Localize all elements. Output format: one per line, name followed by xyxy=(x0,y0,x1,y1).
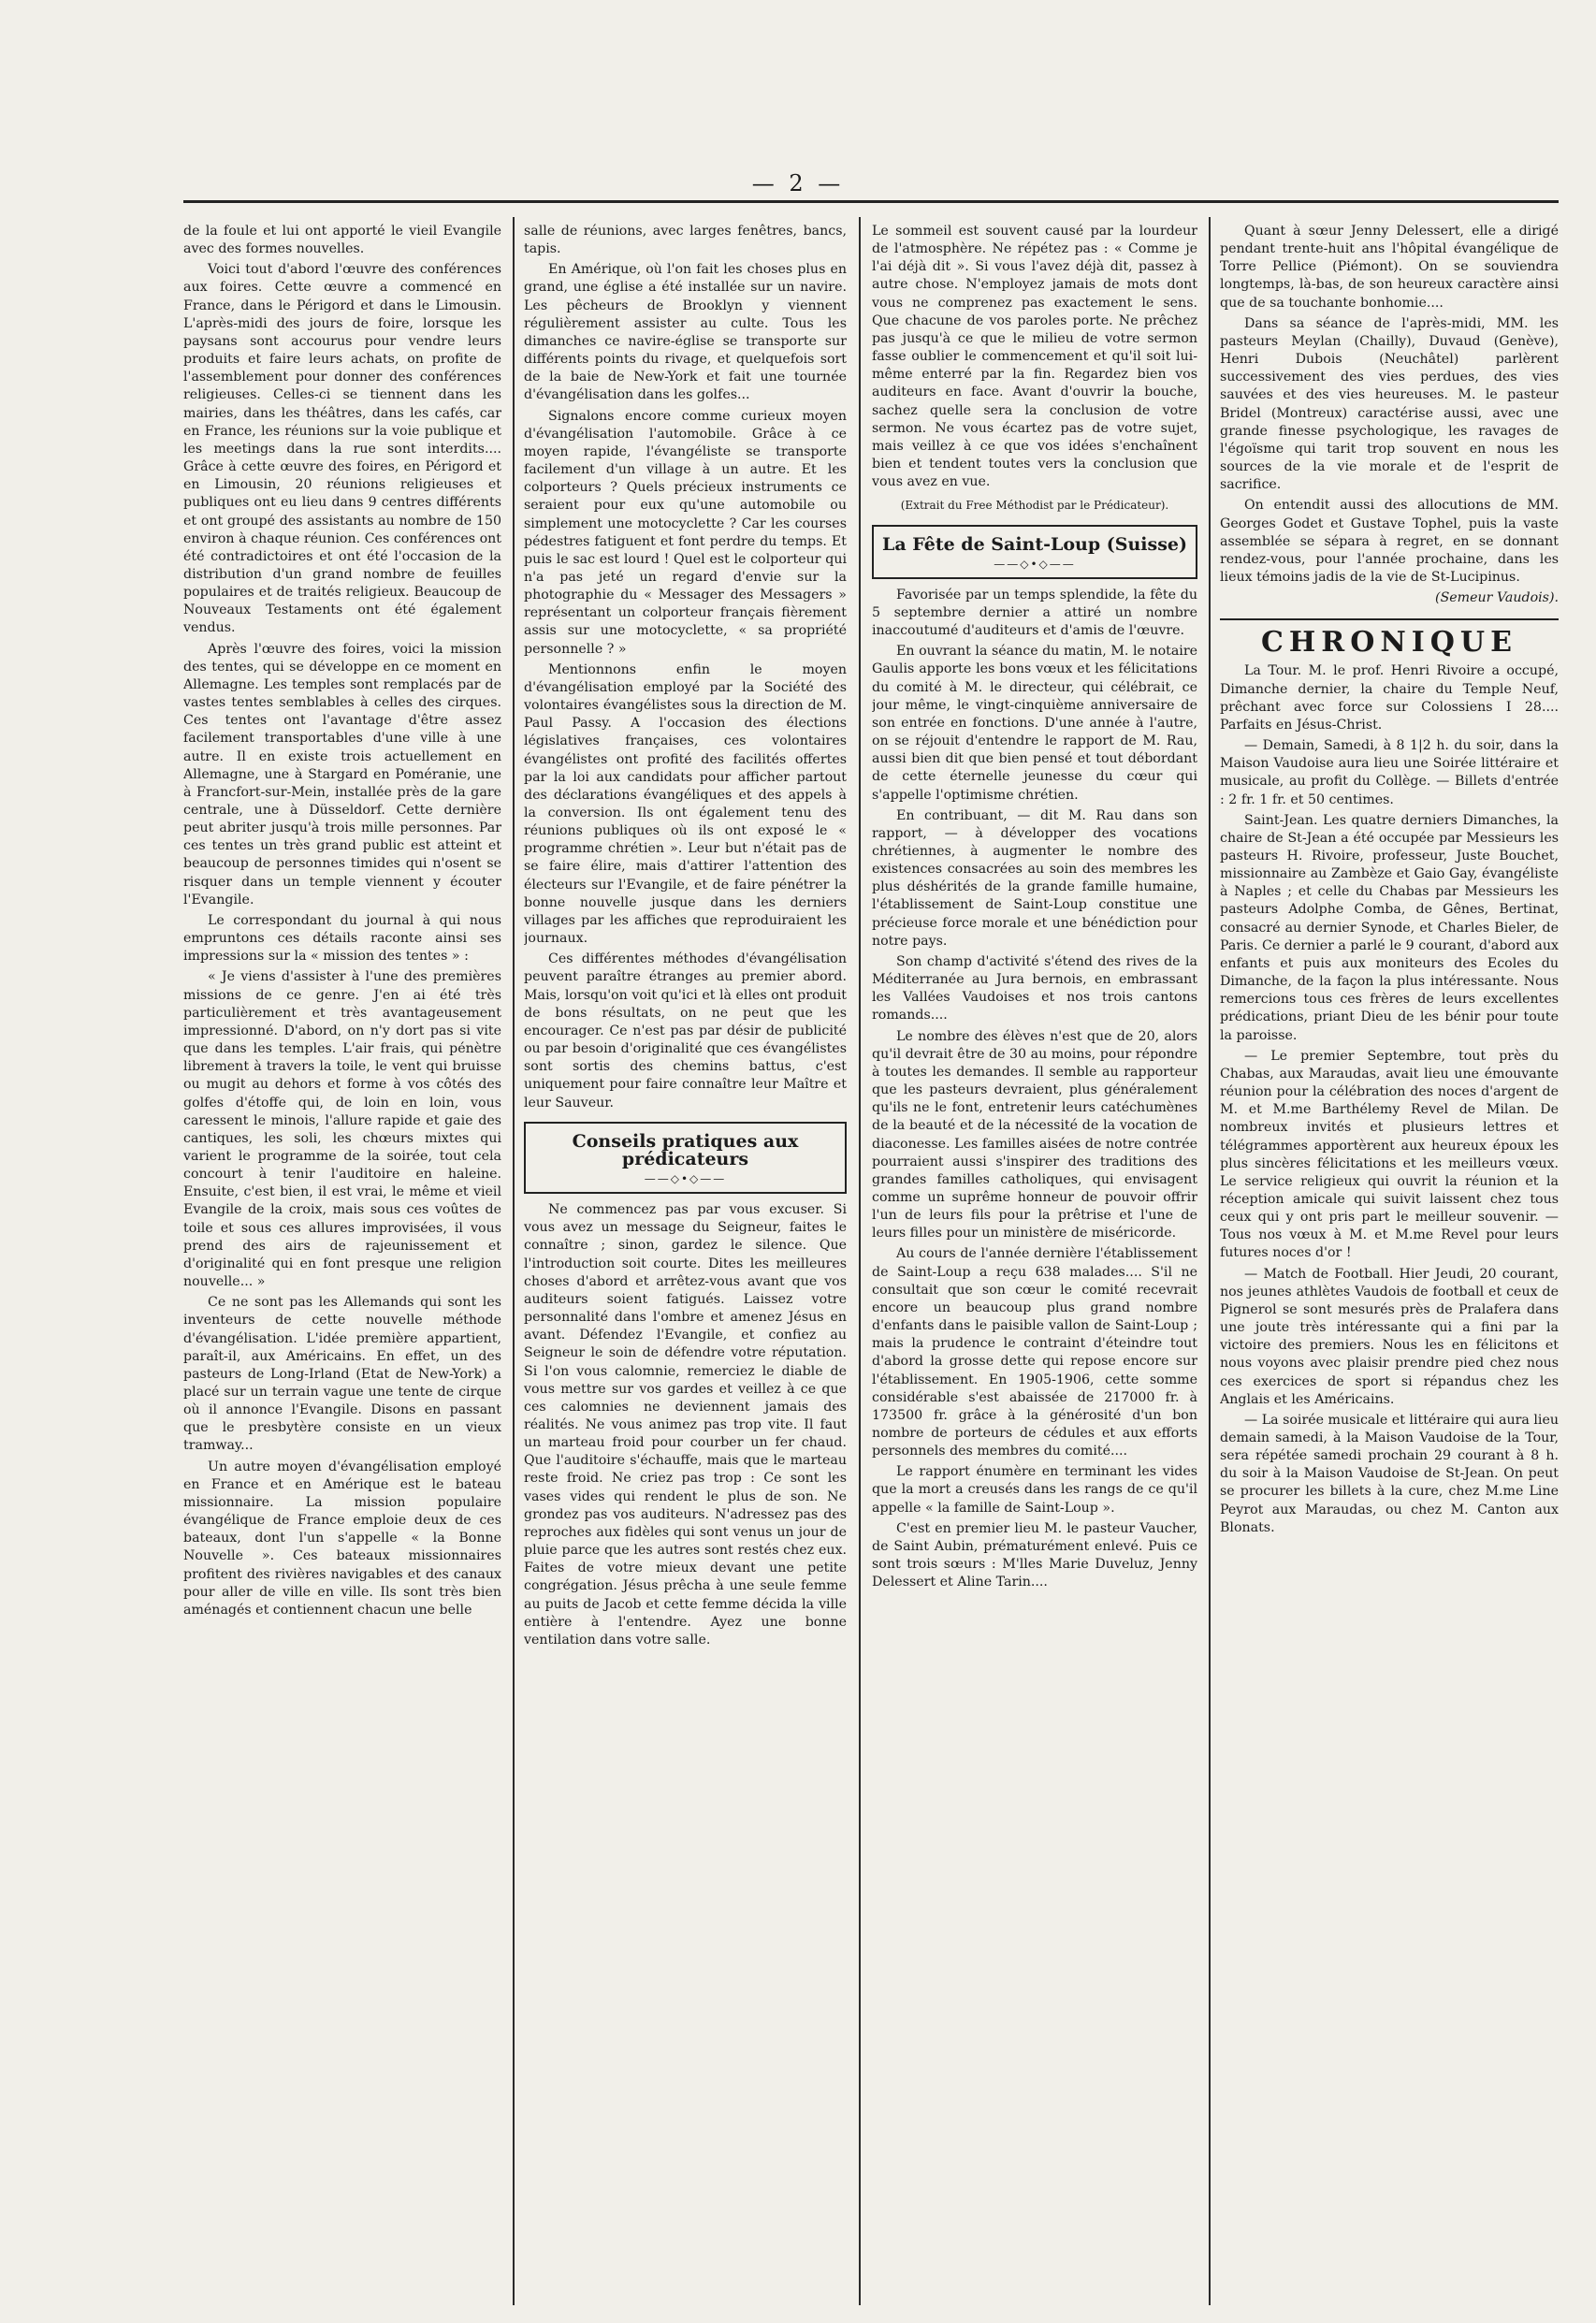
column-3 xyxy=(872,223,1197,2304)
paragraph: — Demain, Samedi, à 8 1|2 h. du soir, dans la Maison Vaudoise aura lieu une Soirée littéraire et musicale, au profit du Collège. — Billets d'entrée : 2 fr. 1 fr. et 50 centimes. xyxy=(1220,738,1559,807)
column-divider xyxy=(859,217,861,2305)
paragraph: Le correspondant du journal à qui nous empruntons ces détails raconte ainsi ses impressions sur la « mission des tentes » : xyxy=(183,912,501,965)
paragraph: Saint-Jean. Les quatre derniers Dimanches, la chaire de St-Jean a été occupée par Messieurs les pasteurs H. Rivoire, professeur, Juste Bouchet, missionnaire au Zambèze et Gaio Gay, évangéliste à Naples ; et celle du Chabas par Messieurs les pasteurs Adolphe Comba, de Gênes, Bertinat, consacré au dernier Synode, et Charles Bieler, de Paris. Ce dernier a parlé le 9 courant, d'abord aux enfants et puis aux moniteurs des Ecoles du Dimanche, de la façon la plus intéressante. Nous remercions tous ces frères de leurs excellentes prédications, priant Dieu de les bénir pour toute la paroisse. xyxy=(1220,812,1559,1043)
ornament-icon: ——◇•◇—— xyxy=(644,1171,727,1185)
article-heading-text: Conseils pratiques aux prédicateurs xyxy=(572,1130,799,1169)
paragraph: C'est en premier lieu M. le pasteur Vaucher, de Saint Aubin, prématurément enlevé. Puis ce sont trois sœurs : M'lles Marie Duveluz, Jenny Delessert et Aline Tarin.... xyxy=(872,1520,1197,1590)
paragraph: Un autre moyen d'évangélisation employé en France et en Amérique est le bateau missionnaire. La mission populaire évangélique de France emploie deux de ces bateaux, dont l'un s'appelle « la Bonne Nouvelle ». Ces bateaux missionnaires profitent des rivières navigables et des canaux pour aller de ville en ville. Ils sont très bien aménagés et contiennent chacun une belle xyxy=(183,1459,501,1618)
paragraph: Mentionnons enfin le moyen d'évangélisation employé par la Société des volontaires évangélistes sous la direction de M. Paul Passy. A l'occasion des élections législatives françaises, ces volontaires évangélistes ont profité des facilités offertes par la loi aux candidats pour afficher partout des déclarations évangéliques et des appels à la conversion. Ils ont également tenu des réunions publiques où ils ont exposé le « programme chrétien ». Leur but n'était pas de se faire élire, mais d'attirer l'attention des électeurs sur l'Evangile, et de faire pénétrer la bonne nouvelle jusque dans les derniers villages par les affiches que reproduiraient les journaux. xyxy=(524,661,847,947)
paragraph: Ces différentes méthodes d'évangélisation peuvent paraître étranges au premier abord. Mais, lorsqu'on voit qu'ici et là elles ont produit de bons résultats, on ne peut que les encourager. Ce n'est pas par désir de publicité ou par besoin d'originalité que ces évangélistes sont sortis des chemins battus, c'est uniquement pour faire connaître leur Maître et leur Sauveur. xyxy=(524,951,847,1111)
paragraph: Voici tout d'abord l'œuvre des conférences aux foires. Cette œuvre a commencé en France, dans le Périgord et dans le Limousin. L'après-midi des jours de foire, lorsque les paysans sont accourus pour vendre leurs produits et faire leurs achats, on profite de l'assemblement pour donner des conférences religieuses. Celles-ci se tiennent dans les mairies, dans les théâtres, dans les cafés, car en France, les réunions sur la voie publique et les meetings dans la rue sont interdits.... Grâce à cette œuvre des foires, en Périgord et en Limousin, 20 réunions religieuses et publiques ont eu lieu dans 9 centres différents et ont groupé des assistants au nombre de 150 environ à chaque réunion. Ces conférences ont été contradictoires et ont été l'occasion de la distribution d'un grand nombre de feuilles populaires et de traités religieux. Beaucoup de Nouveaux Testaments ont été également vendus. xyxy=(183,262,501,636)
paragraph: salle de réunions, avec larges fenêtres, bancs, tapis. xyxy=(524,224,847,257)
ornament-icon: ——◇•◇—— xyxy=(994,557,1076,571)
page-number: — 2 — xyxy=(751,170,845,196)
paragraph: Au cours de l'année dernière l'établissement de Saint-Loup a reçu 638 malades.... S'il ne consultait que son cœur le comité recevrait encore un beaucoup plus grand nombre d'enfants dans le paisible vallon de Saint-Loup ; mais la prudence le contraint d'éteindre tout d'abord la grosse dette qui repose encore sur l'établissement. En 1905-1906, cette somme considérable s'est abaissée de 217000 fr. à 173500 fr. grâce à la générosité d'un bon nombre de porteurs de cédules et aux efforts personnels des membres du comité.... xyxy=(872,1246,1197,1459)
paragraph: — Le premier Septembre, tout près du Chabas, aux Maraudas, avait lieu une émouvante réunion pour la célébration des noces d'argent de M. et M.me Barthélemy Revel de Milan. De nombreux invités et plusieurs lettres et télégrammes apportèrent aux heureux époux les plus sincères félicitations et les meilleurs vœux. Le service religieux qui ouvrit la réunion et la réception amicale qui suivit laissent chez tous ceux qui y ont pris part le meilleur souvenir. — Tous nos vœux à M. et M.me Revel pour leurs futures noces d'or ! xyxy=(1220,1048,1559,1261)
paragraph: de la foule et lui ont apporté le vieil Evangile avec des formes nouvelles. xyxy=(183,224,501,257)
paragraph: Ce ne sont pas les Allemands qui sont les inventeurs de cette nouvelle méthode d'évangélisation. L'idée première appartient, paraît-il, aux Américains. En effet, un des pasteurs de Long-Irland (Etat de New-York) a placé sur un terrain vague une tente de cirque où il annonce l'Evangile. Disons en passant que le presbytère consiste en un vieux tramway... xyxy=(183,1295,501,1454)
paragraph: Le rapport énumère en terminant les vides que la mort a creusés dans les rangs de ce qu'il appelle « la famille de Saint-Loup ». xyxy=(872,1464,1197,1516)
article-heading xyxy=(872,525,1197,579)
paragraph: En ouvrant la séance du matin, M. le notaire Gaulis apporte les bons vœux et les félicitations du comité à M. le directeur, qui célébrait, ce jour même, le vingt-cinquième anniversaire de son entrée en fonctions. D'une année à l'autre, on se réjouit d'entendre le rapport de M. Rau, aussi bien dit que bien pensé et tout débordant de cette éternelle jeunesse du cœur qui s'appelle l'optimisme chrétien. xyxy=(872,644,1197,803)
article-heading-text: La Fête de Saint-Loup (Suisse) xyxy=(882,533,1187,555)
paragraph: Le nombre des élèves n'est que de 20, alors qu'il devrait être de 30 au moins, pour répondre à toutes les demandes. Il semble au rapporteur que les pasteurs devraient, plus généralement qu'ils ne le font, entretenir leurs catéchumènes de la beauté et de la nécessité de la vocation de diaconesse. Les familles aisées de notre contrée pourraient aussi s'inspirer des traditions des grandes familles catholiques, qui envisagent comme un suprême honneur de pouvoir offrir l'un de leurs fils pour la prêtrise et l'une de leurs filles pour un ministère de miséricorde. xyxy=(872,1028,1197,1241)
paragraph: On entendit aussi des allocutions de MM. Georges Godet et Gustave Tophel, puis la vaste assemblée se sépara à regret, en se donnant rendez-vous, pour l'année prochaine, dans les lieux témoins jadis de la vie de St-Lucipinus. xyxy=(1220,498,1559,585)
chronique-heading: CHRONIQUE xyxy=(1220,618,1559,651)
paragraph: Dans sa séance de l'après-midi, MM. les pasteurs Meylan (Chailly), Duvaud (Genève), Henri Dubois (Neuchâtel) parlèrent successivement des vies perdues, des vies sauvées et des vies heureuses. M. le pasteur Bridel (Montreux) caractérise aussi, avec une grande finesse psychologique, les ravages de l'égoïsme qui tarit trop souvent en nous les sources de la vie morale et de l'esprit de sacrifice. xyxy=(1220,315,1559,493)
paragraph: Son champ d'activité s'étend des rives de la Méditerranée au Jura bernois, en embrassant les Vallées Vaudoises et nos trois cantons romands.... xyxy=(872,953,1197,1024)
paragraph: — La soirée musicale et littéraire qui aura lieu demain samedi, à la Maison Vaudoise de la Tour, sera répétée samedi prochain 29 courant à 8 h. du soir à la Maison Vaudoise de St-Jean. On peut se procurer les billets à la cure, chez M.me Line Peyrot aux Maraudas, ou chez M. Canton aux Blonats. xyxy=(1220,1412,1559,1535)
paragraph: Signalons encore comme curieux moyen d'évangélisation l'automobile. Grâce à ce moyen rapide, l'évangéliste se transporte facilement d'un village à un autre. Et les colporteurs ? Quels précieux instruments ce seraient pour eux qu'une automobile ou simplement une motocyclette ? Car les courses pédestres fatiguent et font perdre du temps. Et puis le sac est lourd ! Quel est le colporteur qui n'a pas jeté un regard d'envie sur la photographie du « Messager des Messagers » représentant un colporteur français fièrement assis sur une motocyclette, « sa propriété personnelle ? » xyxy=(524,408,847,657)
paragraph: En Amérique, où l'on fait les choses plus en grand, une église a été installée sur un navire. Les pêcheurs de Brooklyn y viennent régulièrement assister au culte. Tous les dimanches ce navire-église se transporte sur différents points du rivage, et quelquefois sort de la baie de New-York et fait une tournée d'évangélisation dans les golfes... xyxy=(524,262,847,403)
column-2 xyxy=(524,223,847,2304)
paragraph: — Match de Football. Hier Jeudi, 20 courant, nos jeunes athlètes Vaudois de football et ceux de Pignerol se sont mesurés près de Pralafera dans une joute très intéressante qui a fini par la victoire des premiers. Nous les en félicitons et nous voyons avec plaisir prendre pied chez nous ces exercices de sport si répandus chez les Anglais et les Américains. xyxy=(1220,1266,1559,1407)
source-note: (Extrait du Free Méthodist par le Prédicateur). xyxy=(900,499,1169,513)
paragraph: Le sommeil est souvent causé par la lourdeur de l'atmosphère. Ne répétez pas : « Comme je l'ai déjà dit ». Si vous l'avez déjà dit, passez à autre chose. N'employez jamais de mots dont vous ne comprenez pas exactement le sens. Que chacune de vos paroles porte. Ne prêchez pas jusqu'à ce que le milieu de votre sermon fasse oublier le commencement et qu'il soit lui-même enterré par la fin. Regardez bien vos auditeurs en face. Avant d'ouvrir la bouche, sachez quelle sera la conclusion de votre sermon. Ne vous écartez pas de votre sujet, mais veillez à ce que vos idées s'enchaînent bien et tendent toutes vers la conclusion que vous avez en vue. xyxy=(872,224,1197,490)
paragraph: « Je viens d'assister à l'une des premières missions de ce genre. J'en ai été très particulièrement et très avantageusement impressionné. D'abord, on n'y dort pas si vite que dans les temples. L'air frais, qui pénètre librement à travers la toile, le vent qui bruisse ou mugit au dehors et forme à vos côtés des golfes d'étoffe qui, de loin en loin, vous caressent le minois, l'allure rapide et gaie des cantiques, les soli, les chœurs mixtes qui varient le programme de la soirée, tout cela concourt à tenir l'auditoire en haleine. Ensuite, c'est bien, il est vrai, le même et vieil Evangile de la croix, mais sous ces voûtes de toile et sous ces allures improvisées, il vous prend des airs de rajeunissement et d'originalité qui en font presque une religion nouvelle... » xyxy=(183,969,501,1290)
paragraph: En contribuant, — dit M. Rau dans son rapport, — à développer des vocations chrétiennes, à augmenter le nombre des existences consacrées au soin des membres les plus déshérités de la grande famille humaine, l'établissement de Saint-Loup constitue une précieuse force morale et une bénédiction pour notre pays. xyxy=(872,807,1197,949)
paragraph: Quant à sœur Jenny Delessert, elle a dirigé pendant trente-huit ans l'hôpital évangélique de Torre Pellice (Piémont). On se souviendra longtemps, là-bas, de son heureux caractère ainsi que de sa touchante bonhomie.... xyxy=(1220,224,1559,311)
paragraph: Favorisée par un temps splendide, la fête du 5 septembre dernier a attiré un nombre inaccoutumé d'auditeurs et d'amis de l'œuvre. xyxy=(872,587,1197,639)
header-rule xyxy=(183,200,1559,203)
article-heading xyxy=(524,1122,847,1194)
paragraph: Ne commencez pas par vous excuser. Si vous avez un message du Seigneur, faites le connaître ; sinon, gardez le silence. Que l'introduction soit courte. Dites les meilleures choses d'abord et arrêtez-vous avant que vos auditeurs soient fatigués. Laissez votre personnalité dans l'ombre et amenez Jésus en avant. Défendez l'Evangile, et confiez au Seigneur le soin de défendre votre réputation. Si l'on vous calomnie, remerciez le diable de vous mettre sur vos gardes et veillez à ce que ces calomnies ne deviennent jamais des réalités. Ne vous animez pas trop vite. Il faut un marteau froid pour courber un fer chaud. Que l'auditoire s'échauffe, mais que le marteau reste froid. Ne criez pas trop : Ce sont les vases vides qui rendent le plus de son. Ne grondez pas vos auditeurs. N'adressez pas des reproches aux fidèles qui sont venus un jour de pluie parce que les autres sont restés chez eux. Faites de votre mieux devant une petite congrégation. Jésus prêcha à une seule femme au puits de Jacob et cette femme décida la ville entière à l'entendre. Ayez une bonne ventilation dans votre salle. xyxy=(524,1202,847,1648)
column-divider xyxy=(513,217,515,2305)
column-divider xyxy=(1209,217,1211,2305)
column-4 xyxy=(1220,223,1559,2304)
column-1 xyxy=(183,223,501,2304)
paragraph: Après l'œuvre des foires, voici la mission des tentes, qui se développe en ce moment en Allemagne. Les temples sont remplacés par de vastes tentes semblables à celles des cirques. Ces tentes ont l'avantage d'être assez facilement transportables d'une ville à une autre. Il en existe trois actuellement en Allemagne, une à Stargard en Poméranie, une à Francfort-sur-Mein, installée près de la gare centrale, une à Düsseldorf. Cette dernière peut abriter jusqu'à trois mille personnes. Par ces tentes un très grand public est atteint et beaucoup de personnes timides qui n'osent se risquer dans un temple viennent y écouter l'Evangile. xyxy=(183,641,501,907)
source-signature: (Semeur Vaudois). xyxy=(1435,590,1559,606)
paragraph: La Tour. M. le prof. Henri Rivoire a occupé, Dimanche dernier, la chaire du Temple Neuf, prêchant avec force sur Colossiens I 28.... Parfaits en Jésus-Christ. xyxy=(1220,663,1559,733)
